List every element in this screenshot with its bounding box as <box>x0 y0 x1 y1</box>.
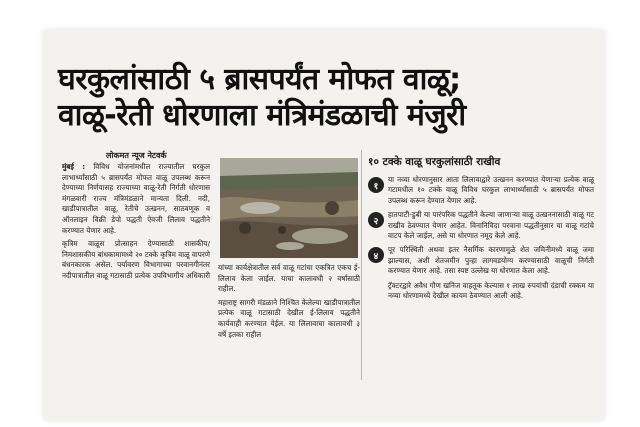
paragraph-1 <box>62 162 210 236</box>
sidebar-point <box>368 175 594 206</box>
point-text: या नव्या धोरणानुसार आता लिलावाद्वारे उत्खनन करण्यात येणाऱ्या प्रत्येक वाळू गटामधील १० टक्के वाळू विविध घरकुल लाभार्थ्यांसाठी ५ ब्रासपर्यंत मोफत उपलब्ध करून देण्यात येणार आहे. <box>388 175 594 205</box>
point-number-badge: १ <box>368 177 384 193</box>
headline-line-1: घरकुलांसाठी ५ ब्रासपर्यंत मोफत वाळू; <box>58 62 461 97</box>
paragraph-1-text: विविध योजनांमधील राज्यातील घरकुल लाभार्थ्यांसाठी ५ ब्रासपर्यंत मोफत वाळू उपलब्ध करून देण्याच्या निर्णयासह राज्याच्या वाळू-रेती निर्गती धोरणास मंगळवारी राज्य मंत्रिमंडळाने मान्यता दिली. नदी, खाडीपात्रातील वाळू, रेतीचे उत्खनन, साठवणूक व ऑनलाइन विक्री डेपो पद्धती ऐवजी लिलाव पद्धतीने करण्यात येणार आहे. <box>62 162 210 235</box>
sand-mining-photo <box>220 158 358 258</box>
column-divider <box>361 150 362 380</box>
point-number-badge: ४ <box>368 247 384 263</box>
point-text: पूर परिस्थिती अथवा इतर नैसर्गिक कारणामुळे शेत जमिनीमध्ये वाळू जमा झाल्यास, अशी शेतजमीन पुन्हा लागवडयोग्य करण्यासाठी वाळूची निर्गती करण्यात येणार आहे. तसा स्पष्ट उल्लेख या धोरणात केला आहे. <box>388 245 594 276</box>
sidebar-closing-note: ट्रॅक्टरद्वारे अवैध गौण खनिज वाहतूक केल्यास १ लाख रुपयांची दंडाची रक्कम या नव्या धोरणामध्ये देखील कायम ठेवण्यात आली आहे. <box>388 280 594 301</box>
river-sand-image <box>220 158 358 258</box>
dateline: मुंबई : <box>62 162 86 171</box>
point-number-badge: २ <box>368 212 384 228</box>
paragraph-3: यांच्या कार्यक्षेत्रातील सर्व वाळू गटांचा एकत्रित एकच ई-लिलाव केला जाईल. याचा कालावधी २ वर्षांसाठी राहील. <box>218 263 360 294</box>
sidebar-point <box>368 210 594 241</box>
paragraph-4: महाराष्ट्र सागरी मंडळाने निश्चित केलेल्या खाडीपात्रातील प्रत्येक वाळू गटासाठी देखील ई-लिलाव पद्धतीने कार्यवाही करण्यात येईल. या लिलावाचा कालावधी ३ वर्षे इतका राहील <box>218 297 360 339</box>
sidebar-point <box>368 245 594 276</box>
paragraph-2: कृत्रिम वाळूस प्रोत्साहन देण्यासाठी शासकीय/निमशासकीय बांधकामामध्ये २० टक्के कृत्रिम वाळू वापरणे बंधनकारक असेल. पर्यावरण विभागाच्या परवानगीनंतर नदीपात्रातील वाळू गटासाठी प्रत्येक उपविभागीय अधिकारी <box>62 239 210 280</box>
sidebar-box <box>368 155 594 301</box>
headline-line-2: वाळू-रेती धोरणाला मंत्रिमंडळाची मंजुरी <box>58 98 466 133</box>
article-column-2 <box>218 263 360 343</box>
sidebar-title: १० टक्के वाळू घरकुलांसाठी राखीव <box>368 156 501 168</box>
headline <box>58 62 598 134</box>
byline: लोकमत न्यूज नेटवर्क <box>106 151 167 160</box>
point-text: हातपाटी-डुबी या पारंपरिक पद्धतीने केल्या जाणाऱ्या वाळू उत्खननासाठी वाळू गट राखीव ठेवण्यात येणार आहेत. विनानिविदा परवाना पद्धतीनुसार या वाळू गटांचे वाटप केले जाईल, असे या धोरणात नमूद केले आहे. <box>388 210 594 241</box>
article-column-1 <box>62 162 210 285</box>
